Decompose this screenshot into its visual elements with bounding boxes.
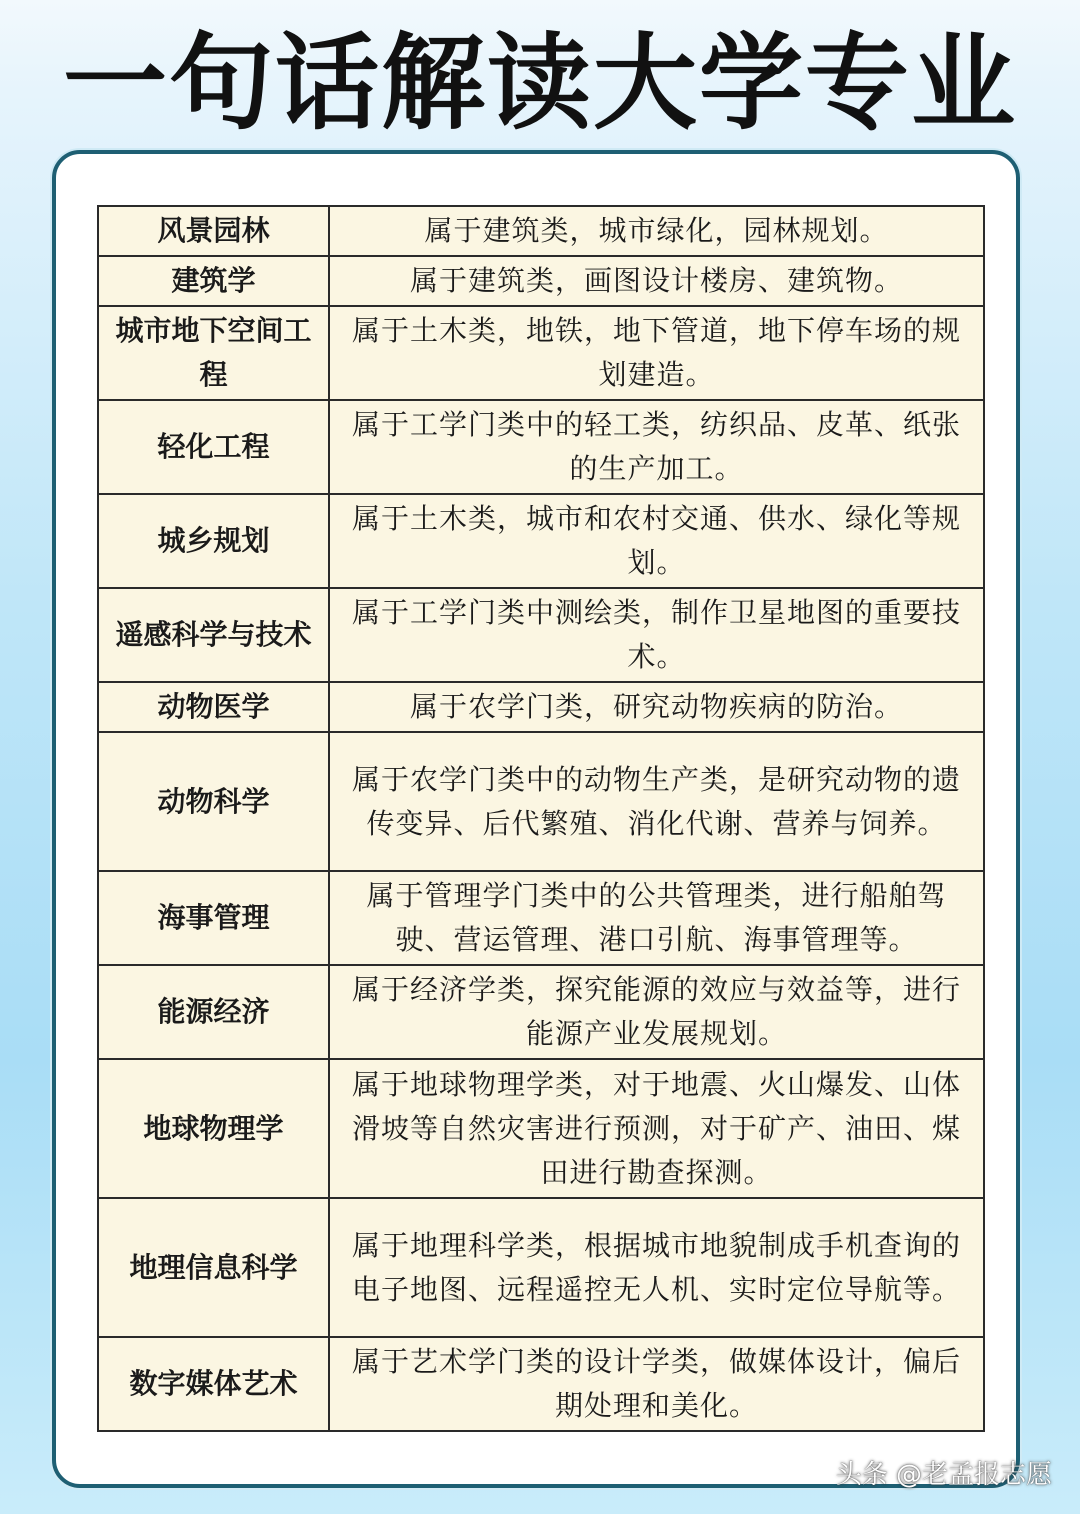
major-description: 属于地球物理学类，对于地震、火山爆发、山体滑坡等自然灾害进行预测，对于矿产、油田、煤田进行勘查探测。 (329, 1059, 984, 1198)
major-description: 属于工学门类中测绘类，制作卫星地图的重要技术。 (329, 588, 984, 682)
major-description: 属于管理学门类中的公共管理类，进行船舶驾驶、营运管理、港口引航、海事管理等。 (329, 871, 984, 965)
major-description: 属于地理科学类，根据城市地貌制成手机查询的电子地图、远程遥控无人机、实时定位导航等。 (329, 1198, 984, 1337)
table-row (98, 306, 984, 400)
major-name: 城市地下空间工程 (98, 306, 329, 400)
table-row (98, 494, 984, 588)
major-name: 轻化工程 (98, 400, 329, 494)
major-name: 动物科学 (98, 732, 329, 871)
majors-table (97, 205, 985, 1432)
major-description: 属于农学门类，研究动物疾病的防治。 (329, 682, 984, 732)
table-row (98, 256, 984, 306)
major-name: 动物医学 (98, 682, 329, 732)
major-description: 属于经济学类，探究能源的效应与效益等，进行能源产业发展规划。 (329, 965, 984, 1059)
table-row (98, 732, 984, 871)
table-row (98, 1198, 984, 1337)
major-name: 能源经济 (98, 965, 329, 1059)
major-description: 属于艺术学门类的设计学类，做媒体设计，偏后期处理和美化。 (329, 1337, 984, 1431)
major-description: 属于工学门类中的轻工类，纺织品、皮革、纸张的生产加工。 (329, 400, 984, 494)
major-name: 海事管理 (98, 871, 329, 965)
major-name: 数字媒体艺术 (98, 1337, 329, 1431)
major-description: 属于土木类，城市和农村交通、供水、绿化等规划。 (329, 494, 984, 588)
major-description: 属于农学门类中的动物生产类，是研究动物的遗传变异、后代繁殖、消化代谢、营养与饲养。 (329, 732, 984, 871)
page-title: 一句话解读大学专业 (62, 22, 1017, 144)
major-description: 属于建筑类，城市绿化，园林规划。 (329, 206, 984, 256)
major-name: 遥感科学与技术 (98, 588, 329, 682)
major-name: 城乡规划 (98, 494, 329, 588)
major-description: 属于建筑类，画图设计楼房、建筑物。 (329, 256, 984, 306)
major-name: 建筑学 (98, 256, 329, 306)
watermark: 头条 @老孟报志愿 (835, 1460, 1052, 1490)
table-row (98, 588, 984, 682)
table-row (98, 400, 984, 494)
table-row (98, 965, 984, 1059)
major-name: 风景园林 (98, 206, 329, 256)
table-row (98, 682, 984, 732)
table-row (98, 1337, 984, 1431)
table-row (98, 1059, 984, 1198)
table-row (98, 206, 984, 256)
major-description: 属于土木类，地铁，地下管道，地下停车场的规划建造。 (329, 306, 984, 400)
major-name: 地球物理学 (98, 1059, 329, 1198)
table-row (98, 871, 984, 965)
major-name: 地理信息科学 (98, 1198, 329, 1337)
